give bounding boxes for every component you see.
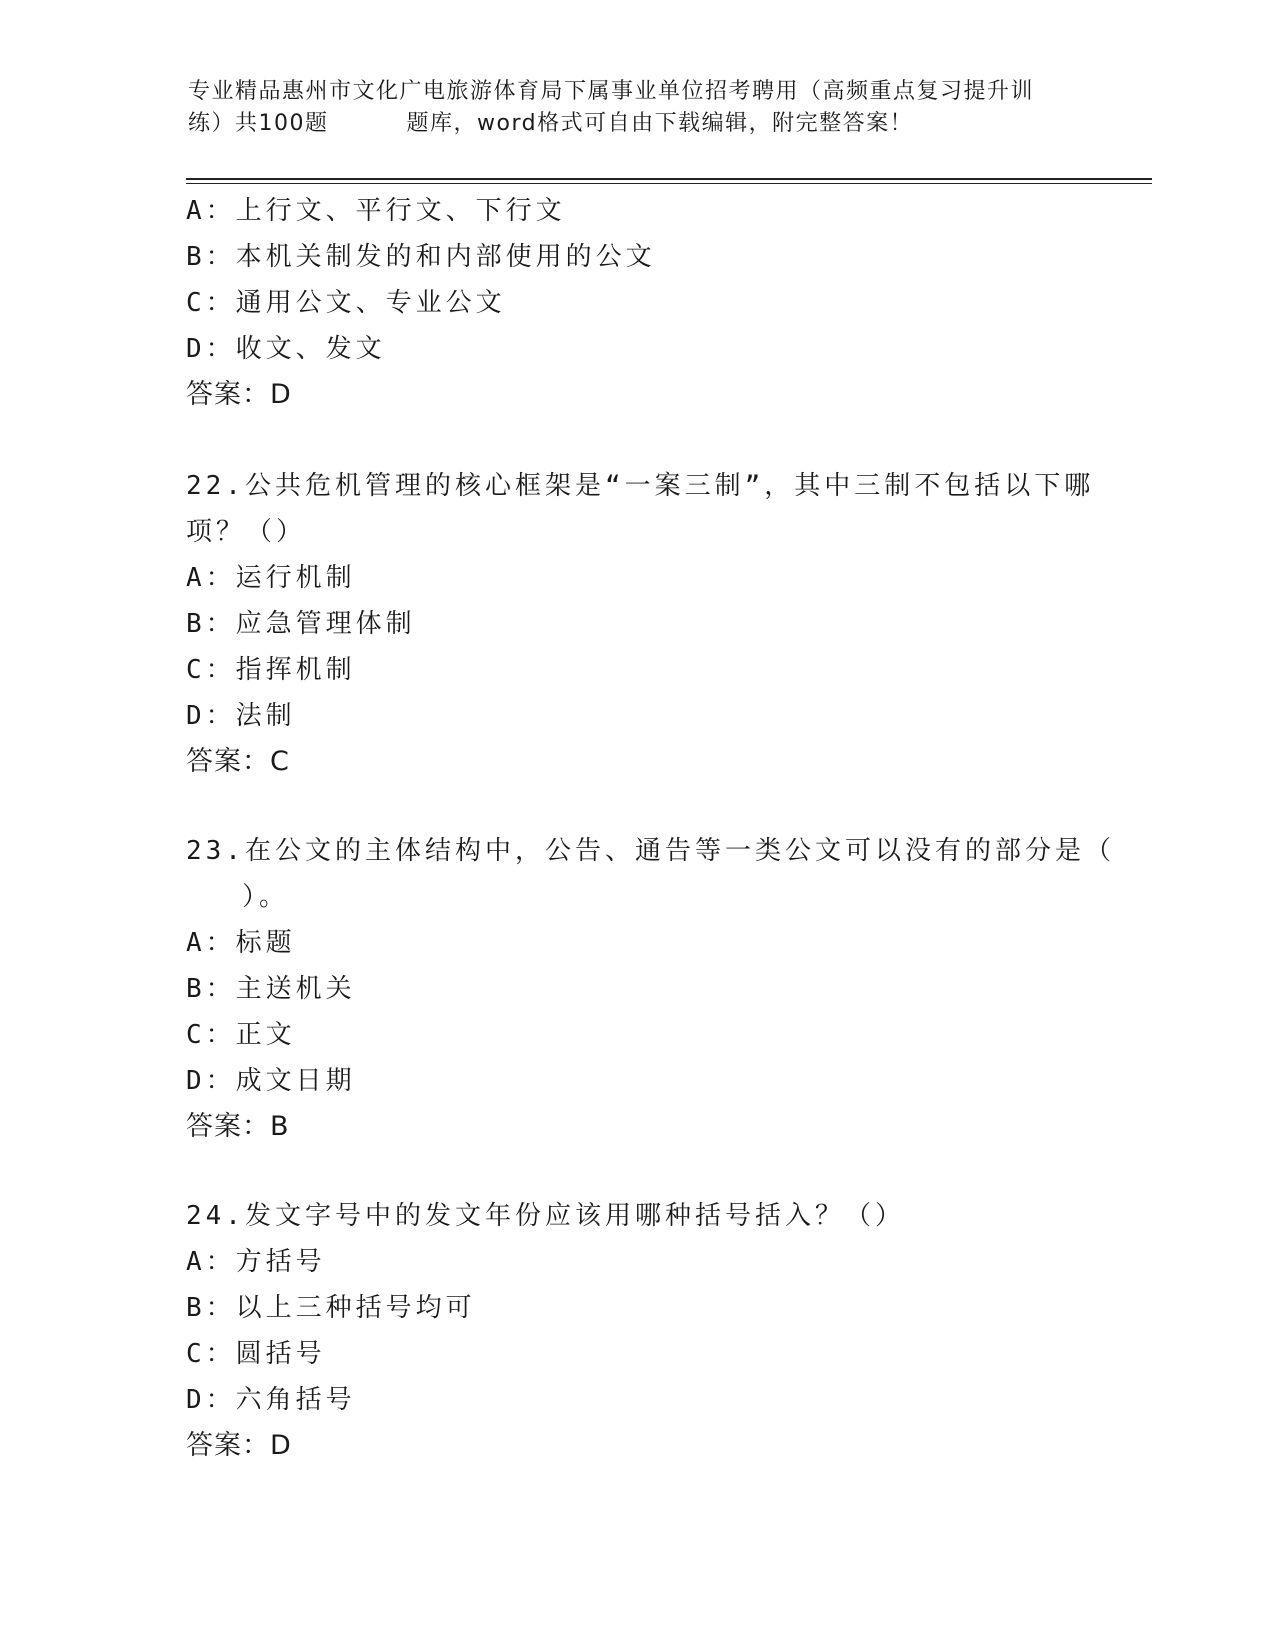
question-23-answer: 答案：B	[186, 1111, 290, 1142]
question-23-option-d: D：成文日期	[186, 1066, 356, 1096]
document-header	[188, 76, 1088, 140]
question-24-option-d: D：六角括号	[186, 1385, 356, 1415]
question-21-answer: 答案：D	[186, 379, 292, 410]
question-23-option-a: A：标题	[186, 928, 296, 958]
question-24-stem-line-1: 24.发文字号中的发文年份应该用哪种括号括入？（）	[186, 1201, 905, 1231]
question-23-stem-line-1: 23.在公文的主体结构中，公告、通告等一类公文可以没有的部分是（	[186, 836, 1115, 866]
question-22-option-b: B：应急管理体制	[186, 609, 416, 639]
question-22-stem-line-1: 22.公共危机管理的核心框架是“一案三制”，其中三制不包括以下哪	[186, 471, 1095, 501]
question-23-stem-line-2: ）。	[242, 882, 290, 912]
question-21-option-c: C：通用公文、专业公文	[186, 288, 506, 318]
header-divider-thick	[186, 178, 1152, 180]
question-22	[186, 463, 1095, 785]
question-23-option-c: C：正文	[186, 1020, 296, 1050]
question-22-answer: 答案：C	[186, 746, 290, 777]
question-22-option-c: C：指挥机制	[186, 655, 356, 685]
question-23-stem-line-2-row	[186, 874, 1086, 920]
question-23	[186, 828, 1115, 1150]
question-21-option-a: A：上行文、平行文、下行文	[186, 196, 566, 226]
question-21	[186, 188, 1086, 418]
header-line-2-part-1: 练）共100题	[188, 111, 329, 136]
header-line-2	[188, 108, 1088, 140]
question-22-stem-line-2: 项？（）	[186, 517, 307, 547]
question-24-option-c: C：圆括号	[186, 1339, 326, 1369]
header-line-2-part-2: 题库，word格式可自由下载编辑，附完整答案！	[406, 111, 914, 136]
question-23-option-b: B：主送机关	[186, 974, 356, 1004]
header-line-1: 专业精品惠州市文化广电旅游体育局下属事业单位招考聘用（高频重点复习提升训	[188, 79, 1035, 104]
question-21-option-b: B：本机关制发的和内部使用的公文	[186, 242, 656, 272]
question-22-option-a: A：运行机制	[186, 563, 356, 593]
question-24-option-a: A：方括号	[186, 1247, 326, 1277]
question-24-answer: 答案：D	[186, 1430, 292, 1461]
question-21-option-d: D：收文、发文	[186, 334, 386, 364]
question-22-option-d: D：法制	[186, 701, 296, 731]
question-list	[186, 188, 1115, 1512]
question-24	[186, 1193, 1086, 1469]
header-divider-thin	[186, 183, 1152, 184]
question-24-option-b: B：以上三种括号均可	[186, 1293, 476, 1323]
